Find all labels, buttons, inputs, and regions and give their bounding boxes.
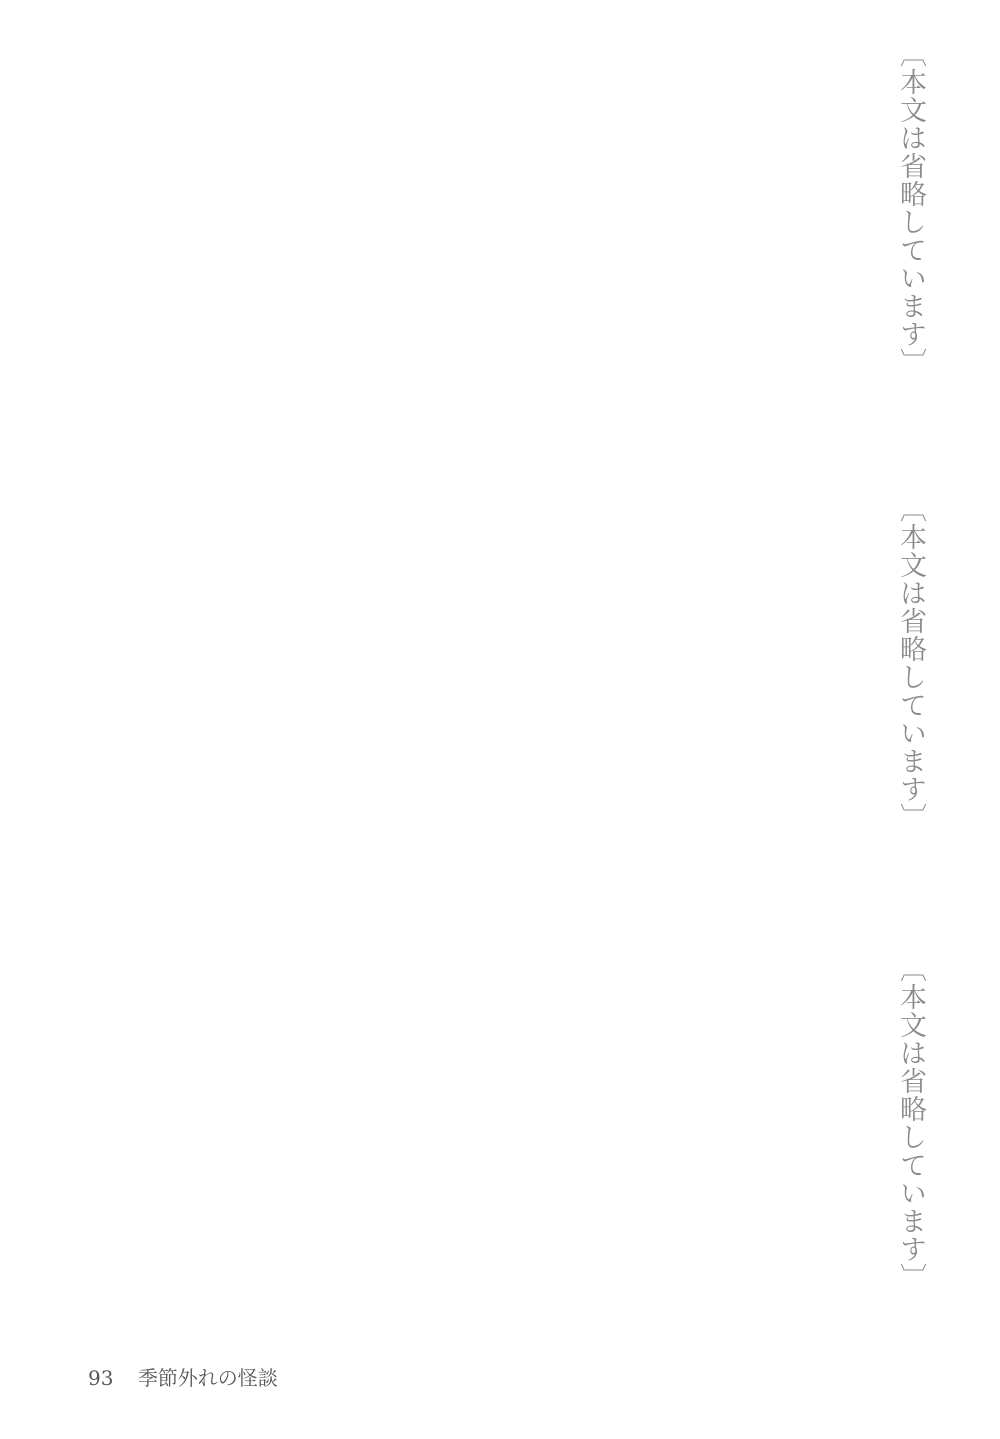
body-text: 〔本文は省略しています〕: [895, 955, 926, 1291]
page-footer: [88, 1362, 278, 1391]
body-text: 〔本文は省略しています〕: [895, 40, 926, 376]
body-text: 〔本文は省略しています〕: [895, 495, 926, 831]
text-block-top: [72, 40, 932, 460]
running-title: 季節外れの怪談: [137, 1366, 278, 1390]
page-number: 93: [88, 1366, 114, 1390]
text-block-middle: [72, 495, 932, 925]
text-block-bottom: [72, 955, 932, 1345]
